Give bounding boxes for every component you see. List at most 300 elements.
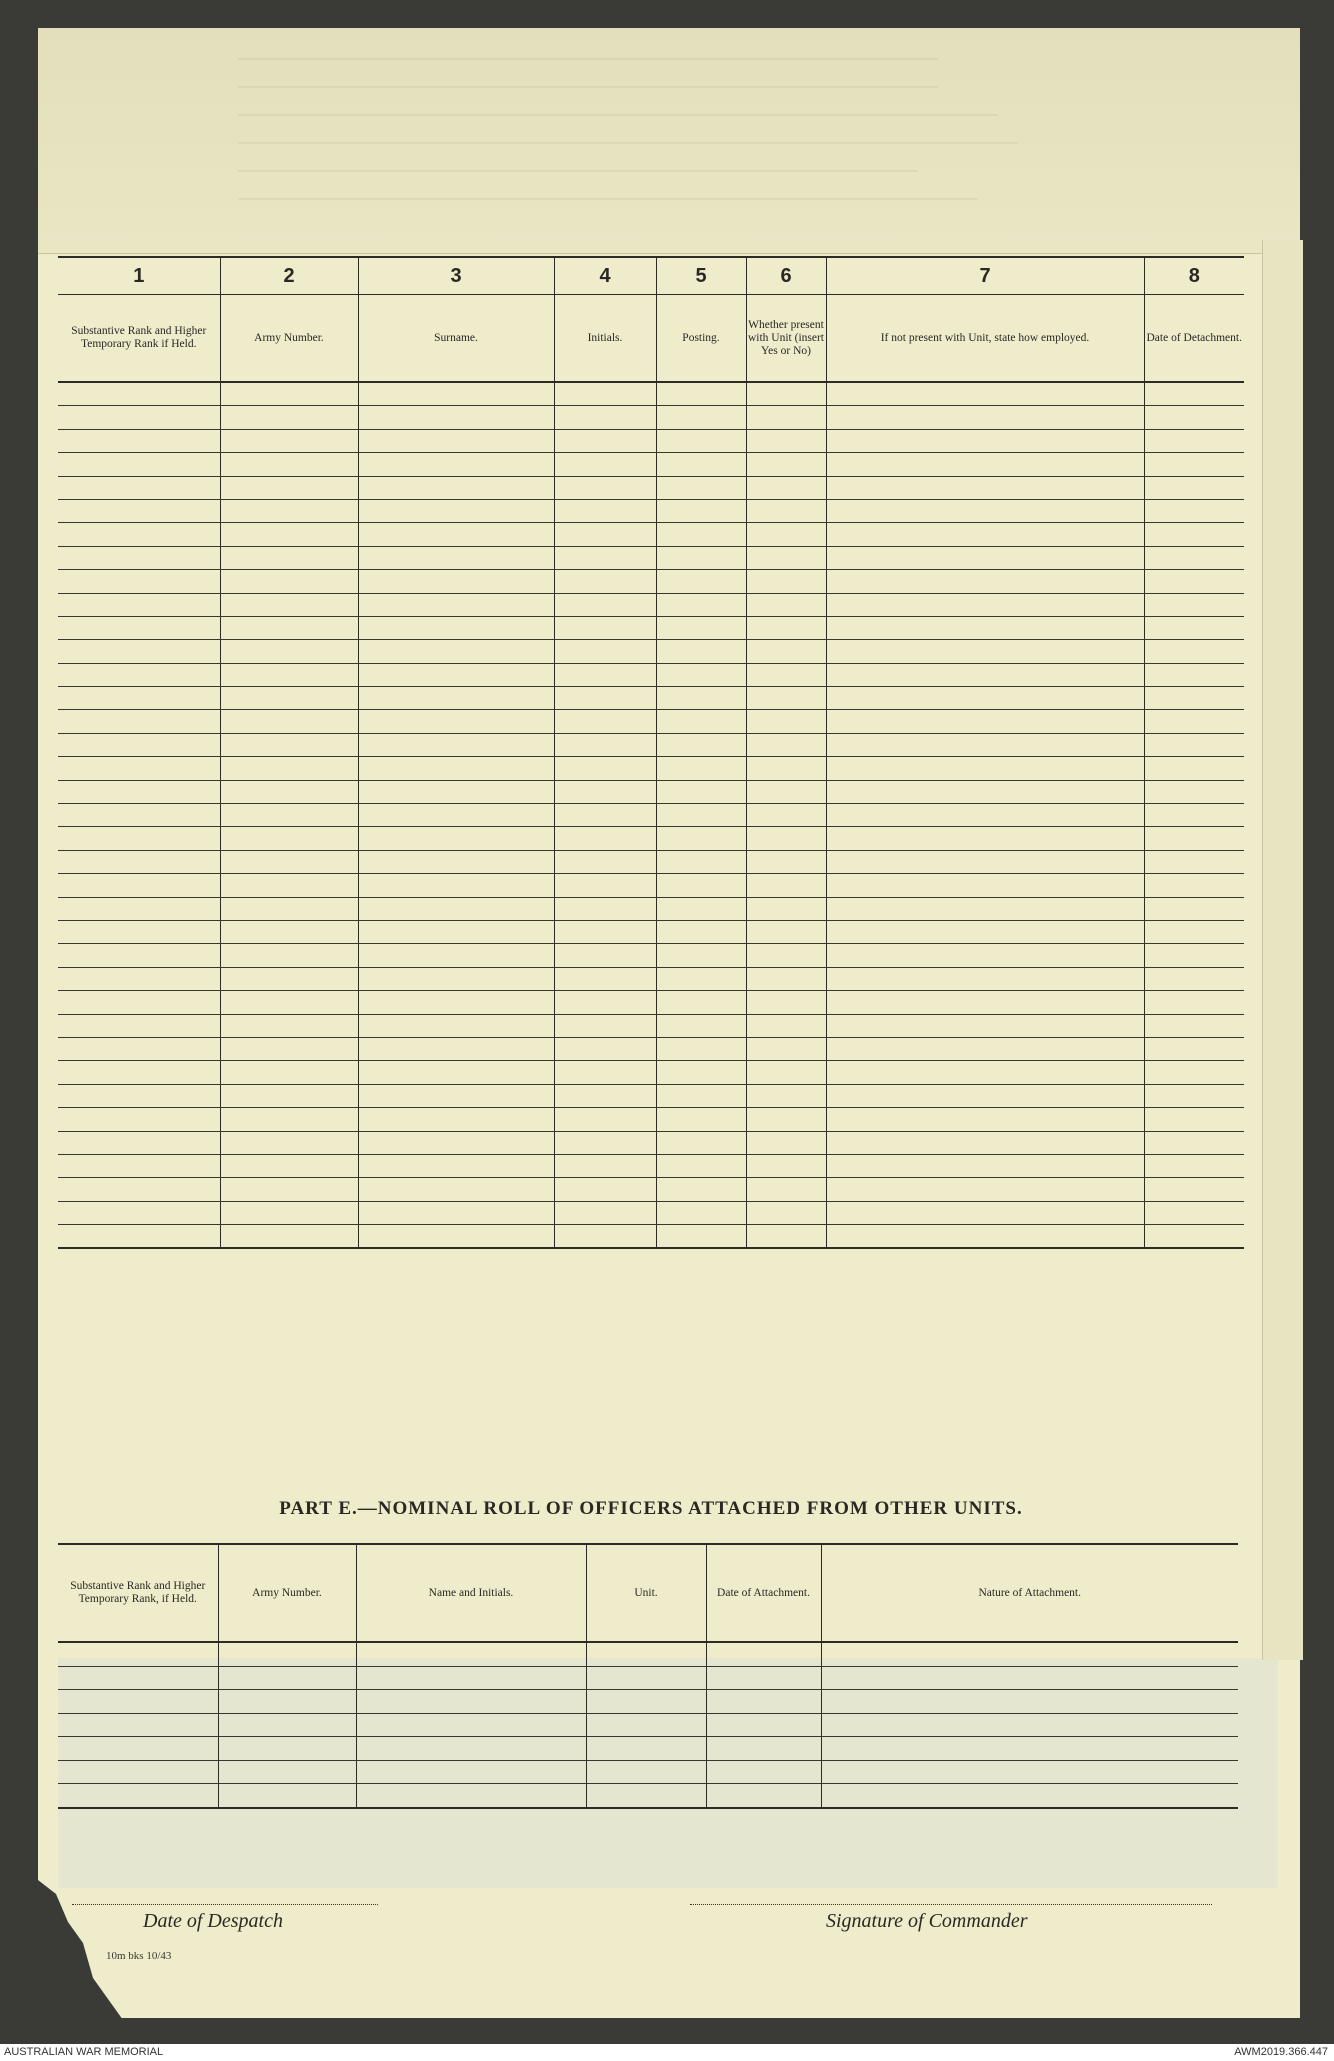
table-cell[interactable]: [656, 1037, 746, 1060]
table-cell[interactable]: [358, 546, 554, 569]
table-cell[interactable]: [218, 1713, 356, 1737]
table-cell[interactable]: [58, 546, 220, 569]
table-cell[interactable]: [821, 1784, 1238, 1808]
table-cell[interactable]: [220, 570, 358, 593]
table-cell[interactable]: [1144, 570, 1244, 593]
table-cell[interactable]: [1144, 429, 1244, 452]
table-cell[interactable]: [58, 1201, 220, 1224]
table-cell[interactable]: [358, 967, 554, 990]
table-cell[interactable]: [554, 1154, 656, 1177]
table-cell[interactable]: [58, 1760, 218, 1784]
table-cell[interactable]: [1144, 1201, 1244, 1224]
table-cell[interactable]: [220, 1178, 358, 1201]
table-cell[interactable]: [554, 640, 656, 663]
table-cell[interactable]: [746, 967, 826, 990]
table-cell[interactable]: [358, 944, 554, 967]
table-cell[interactable]: [1144, 1084, 1244, 1107]
table-cell[interactable]: [218, 1760, 356, 1784]
table-cell[interactable]: [746, 780, 826, 803]
table-cell[interactable]: [1144, 640, 1244, 663]
table-cell[interactable]: [220, 687, 358, 710]
table-cell[interactable]: [746, 1014, 826, 1037]
table-cell[interactable]: [1144, 499, 1244, 522]
table-cell[interactable]: [656, 1061, 746, 1084]
table-cell[interactable]: [821, 1690, 1238, 1714]
table-cell[interactable]: [358, 687, 554, 710]
table-cell[interactable]: [1144, 757, 1244, 780]
table-cell[interactable]: [826, 1201, 1144, 1224]
table-cell[interactable]: [58, 429, 220, 452]
table-cell[interactable]: [1144, 967, 1244, 990]
table-cell[interactable]: [554, 382, 656, 406]
table-cell[interactable]: [58, 1737, 218, 1761]
table-cell[interactable]: [58, 1037, 220, 1060]
table-cell[interactable]: [554, 663, 656, 686]
table-cell[interactable]: [821, 1737, 1238, 1761]
table-cell[interactable]: [220, 616, 358, 639]
table-cell[interactable]: [826, 874, 1144, 897]
table-cell[interactable]: [220, 1154, 358, 1177]
table-cell[interactable]: [58, 1061, 220, 1084]
table-cell[interactable]: [656, 382, 746, 406]
table-cell[interactable]: [656, 1014, 746, 1037]
table-cell[interactable]: [356, 1713, 586, 1737]
table-cell[interactable]: [826, 546, 1144, 569]
table-cell[interactable]: [58, 944, 220, 967]
table-cell[interactable]: [358, 920, 554, 943]
table-cell[interactable]: [826, 1084, 1144, 1107]
table-cell[interactable]: [554, 991, 656, 1014]
table-cell[interactable]: [826, 382, 1144, 406]
table-cell[interactable]: [656, 640, 746, 663]
table-cell[interactable]: [706, 1737, 821, 1761]
table-cell[interactable]: [656, 804, 746, 827]
table-cell[interactable]: [746, 663, 826, 686]
table-cell[interactable]: [656, 757, 746, 780]
table-cell[interactable]: [1144, 897, 1244, 920]
table-cell[interactable]: [358, 1225, 554, 1249]
table-cell[interactable]: [554, 780, 656, 803]
table-cell[interactable]: [358, 523, 554, 546]
table-cell[interactable]: [58, 453, 220, 476]
table-cell[interactable]: [586, 1713, 706, 1737]
table-cell[interactable]: [826, 780, 1144, 803]
table-cell[interactable]: [1144, 687, 1244, 710]
table-cell[interactable]: [554, 406, 656, 429]
table-cell[interactable]: [1144, 710, 1244, 733]
table-cell[interactable]: [58, 874, 220, 897]
table-cell[interactable]: [554, 733, 656, 756]
table-cell[interactable]: [656, 967, 746, 990]
table-cell[interactable]: [358, 991, 554, 1014]
table-cell[interactable]: [1144, 382, 1244, 406]
table-cell[interactable]: [58, 616, 220, 639]
table-cell[interactable]: [746, 1061, 826, 1084]
table-cell[interactable]: [656, 663, 746, 686]
table-cell[interactable]: [656, 1084, 746, 1107]
table-cell[interactable]: [554, 1201, 656, 1224]
table-cell[interactable]: [826, 429, 1144, 452]
table-cell[interactable]: [656, 1108, 746, 1131]
table-cell[interactable]: [554, 897, 656, 920]
table-cell[interactable]: [356, 1737, 586, 1761]
table-cell[interactable]: [220, 640, 358, 663]
table-cell[interactable]: [746, 874, 826, 897]
table-cell[interactable]: [58, 593, 220, 616]
table-cell[interactable]: [220, 897, 358, 920]
table-cell[interactable]: [746, 570, 826, 593]
table-cell[interactable]: [358, 1131, 554, 1154]
table-cell[interactable]: [358, 1084, 554, 1107]
table-cell[interactable]: [220, 874, 358, 897]
table-cell[interactable]: [826, 1178, 1144, 1201]
table-cell[interactable]: [826, 616, 1144, 639]
table-cell[interactable]: [746, 733, 826, 756]
table-cell[interactable]: [706, 1760, 821, 1784]
table-cell[interactable]: [826, 1154, 1144, 1177]
table-cell[interactable]: [746, 920, 826, 943]
table-cell[interactable]: [554, 1061, 656, 1084]
table-cell[interactable]: [58, 804, 220, 827]
table-cell[interactable]: [58, 1713, 218, 1737]
table-cell[interactable]: [58, 827, 220, 850]
table-cell[interactable]: [826, 733, 1144, 756]
table-cell[interactable]: [746, 453, 826, 476]
table-cell[interactable]: [706, 1713, 821, 1737]
table-cell[interactable]: [826, 804, 1144, 827]
table-cell[interactable]: [220, 523, 358, 546]
table-cell[interactable]: [656, 429, 746, 452]
table-cell[interactable]: [220, 850, 358, 873]
table-cell[interactable]: [218, 1642, 356, 1666]
table-cell[interactable]: [746, 991, 826, 1014]
table-cell[interactable]: [1144, 476, 1244, 499]
table-cell[interactable]: [746, 1108, 826, 1131]
table-cell[interactable]: [746, 546, 826, 569]
table-cell[interactable]: [821, 1666, 1238, 1690]
table-cell[interactable]: [826, 944, 1144, 967]
table-cell[interactable]: [554, 874, 656, 897]
table-cell[interactable]: [746, 1131, 826, 1154]
table-cell[interactable]: [220, 1061, 358, 1084]
table-cell[interactable]: [554, 499, 656, 522]
table-cell[interactable]: [358, 593, 554, 616]
table-cell[interactable]: [58, 1131, 220, 1154]
table-cell[interactable]: [826, 827, 1144, 850]
table-cell[interactable]: [356, 1690, 586, 1714]
table-cell[interactable]: [358, 663, 554, 686]
table-cell[interactable]: [356, 1760, 586, 1784]
table-cell[interactable]: [656, 406, 746, 429]
table-cell[interactable]: [220, 382, 358, 406]
table-cell[interactable]: [826, 1108, 1144, 1131]
table-cell[interactable]: [358, 1037, 554, 1060]
table-cell[interactable]: [746, 710, 826, 733]
table-cell[interactable]: [656, 1154, 746, 1177]
table-cell[interactable]: [356, 1784, 586, 1808]
table-cell[interactable]: [58, 897, 220, 920]
table-cell[interactable]: [220, 757, 358, 780]
table-cell[interactable]: [356, 1666, 586, 1690]
table-cell[interactable]: [220, 663, 358, 686]
table-cell[interactable]: [554, 1014, 656, 1037]
table-cell[interactable]: [58, 406, 220, 429]
table-cell[interactable]: [746, 827, 826, 850]
table-cell[interactable]: [656, 733, 746, 756]
table-cell[interactable]: [554, 1225, 656, 1249]
table-cell[interactable]: [358, 1061, 554, 1084]
table-cell[interactable]: [358, 429, 554, 452]
table-cell[interactable]: [58, 1690, 218, 1714]
table-cell[interactable]: [656, 593, 746, 616]
table-cell[interactable]: [746, 476, 826, 499]
table-cell[interactable]: [1144, 1108, 1244, 1131]
table-cell[interactable]: [1144, 523, 1244, 546]
table-cell[interactable]: [656, 991, 746, 1014]
table-cell[interactable]: [1144, 850, 1244, 873]
table-cell[interactable]: [218, 1690, 356, 1714]
table-cell[interactable]: [586, 1784, 706, 1808]
table-cell[interactable]: [358, 499, 554, 522]
table-cell[interactable]: [1144, 1225, 1244, 1249]
table-cell[interactable]: [656, 897, 746, 920]
table-cell[interactable]: [1144, 406, 1244, 429]
table-cell[interactable]: [821, 1642, 1238, 1666]
table-cell[interactable]: [220, 710, 358, 733]
table-cell[interactable]: [826, 687, 1144, 710]
table-cell[interactable]: [554, 710, 656, 733]
table-cell[interactable]: [821, 1760, 1238, 1784]
table-cell[interactable]: [826, 1225, 1144, 1249]
table-cell[interactable]: [220, 1037, 358, 1060]
table-cell[interactable]: [58, 663, 220, 686]
table-cell[interactable]: [58, 382, 220, 406]
table-cell[interactable]: [1144, 1037, 1244, 1060]
table-cell[interactable]: [58, 967, 220, 990]
table-cell[interactable]: [554, 616, 656, 639]
table-cell[interactable]: [554, 523, 656, 546]
table-cell[interactable]: [58, 991, 220, 1014]
table-cell[interactable]: [358, 570, 554, 593]
table-cell[interactable]: [220, 499, 358, 522]
table-cell[interactable]: [1144, 1154, 1244, 1177]
table-cell[interactable]: [358, 382, 554, 406]
table-cell[interactable]: [220, 1201, 358, 1224]
table-cell[interactable]: [58, 570, 220, 593]
table-cell[interactable]: [656, 616, 746, 639]
table-cell[interactable]: [220, 733, 358, 756]
table-cell[interactable]: [586, 1642, 706, 1666]
table-cell[interactable]: [554, 687, 656, 710]
table-cell[interactable]: [220, 406, 358, 429]
table-cell[interactable]: [746, 1037, 826, 1060]
table-cell[interactable]: [554, 920, 656, 943]
table-cell[interactable]: [220, 1131, 358, 1154]
table-cell[interactable]: [656, 1178, 746, 1201]
table-cell[interactable]: [220, 429, 358, 452]
table-cell[interactable]: [586, 1737, 706, 1761]
table-cell[interactable]: [58, 640, 220, 663]
table-cell[interactable]: [1144, 593, 1244, 616]
table-cell[interactable]: [746, 944, 826, 967]
table-cell[interactable]: [746, 523, 826, 546]
table-cell[interactable]: [554, 1037, 656, 1060]
table-cell[interactable]: [706, 1642, 821, 1666]
table-cell[interactable]: [58, 687, 220, 710]
table-cell[interactable]: [1144, 1178, 1244, 1201]
table-cell[interactable]: [746, 804, 826, 827]
table-cell[interactable]: [656, 499, 746, 522]
table-cell[interactable]: [1144, 1014, 1244, 1037]
table-cell[interactable]: [218, 1784, 356, 1808]
table-cell[interactable]: [554, 827, 656, 850]
table-cell[interactable]: [220, 1084, 358, 1107]
table-cell[interactable]: [826, 1061, 1144, 1084]
table-cell[interactable]: [358, 1178, 554, 1201]
table-cell[interactable]: [656, 546, 746, 569]
table-cell[interactable]: [554, 1178, 656, 1201]
table-cell[interactable]: [1144, 920, 1244, 943]
table-cell[interactable]: [826, 453, 1144, 476]
table-cell[interactable]: [58, 1084, 220, 1107]
table-cell[interactable]: [58, 1666, 218, 1690]
table-cell[interactable]: [826, 757, 1144, 780]
table-cell[interactable]: [656, 944, 746, 967]
table-cell[interactable]: [746, 687, 826, 710]
table-cell[interactable]: [554, 757, 656, 780]
table-cell[interactable]: [220, 476, 358, 499]
table-cell[interactable]: [826, 1037, 1144, 1060]
table-cell[interactable]: [220, 546, 358, 569]
table-cell[interactable]: [218, 1666, 356, 1690]
table-cell[interactable]: [746, 499, 826, 522]
table-cell[interactable]: [358, 710, 554, 733]
table-cell[interactable]: [706, 1666, 821, 1690]
table-cell[interactable]: [706, 1690, 821, 1714]
table-cell[interactable]: [358, 874, 554, 897]
table-cell[interactable]: [826, 476, 1144, 499]
table-cell[interactable]: [656, 687, 746, 710]
table-cell[interactable]: [656, 780, 746, 803]
table-cell[interactable]: [746, 1225, 826, 1249]
table-cell[interactable]: [656, 1131, 746, 1154]
table-cell[interactable]: [358, 804, 554, 827]
table-cell[interactable]: [746, 429, 826, 452]
table-cell[interactable]: [656, 710, 746, 733]
table-cell[interactable]: [554, 429, 656, 452]
table-cell[interactable]: [586, 1760, 706, 1784]
table-cell[interactable]: [826, 991, 1144, 1014]
table-cell[interactable]: [358, 1108, 554, 1131]
table-cell[interactable]: [58, 1154, 220, 1177]
table-cell[interactable]: [656, 476, 746, 499]
table-cell[interactable]: [586, 1666, 706, 1690]
table-cell[interactable]: [1144, 453, 1244, 476]
table-cell[interactable]: [58, 850, 220, 873]
table-cell[interactable]: [356, 1642, 586, 1666]
table-cell[interactable]: [554, 546, 656, 569]
table-cell[interactable]: [1144, 780, 1244, 803]
table-cell[interactable]: [826, 406, 1144, 429]
table-cell[interactable]: [358, 616, 554, 639]
table-cell[interactable]: [220, 827, 358, 850]
table-cell[interactable]: [656, 570, 746, 593]
table-cell[interactable]: [1144, 1061, 1244, 1084]
table-cell[interactable]: [746, 850, 826, 873]
table-cell[interactable]: [58, 757, 220, 780]
table-cell[interactable]: [746, 406, 826, 429]
table-cell[interactable]: [220, 1225, 358, 1249]
table-cell[interactable]: [656, 1225, 746, 1249]
table-cell[interactable]: [58, 499, 220, 522]
table-cell[interactable]: [826, 663, 1144, 686]
table-cell[interactable]: [746, 382, 826, 406]
table-cell[interactable]: [1144, 1131, 1244, 1154]
table-cell[interactable]: [656, 874, 746, 897]
table-cell[interactable]: [826, 710, 1144, 733]
table-cell[interactable]: [220, 453, 358, 476]
table-cell[interactable]: [656, 1201, 746, 1224]
table-cell[interactable]: [358, 780, 554, 803]
table-cell[interactable]: [220, 967, 358, 990]
table-cell[interactable]: [58, 523, 220, 546]
table-cell[interactable]: [554, 476, 656, 499]
table-cell[interactable]: [358, 1014, 554, 1037]
table-cell[interactable]: [656, 920, 746, 943]
table-cell[interactable]: [358, 1201, 554, 1224]
table-cell[interactable]: [58, 1178, 220, 1201]
table-cell[interactable]: [746, 616, 826, 639]
table-cell[interactable]: [1144, 874, 1244, 897]
table-cell[interactable]: [220, 991, 358, 1014]
table-cell[interactable]: [1144, 991, 1244, 1014]
table-cell[interactable]: [1144, 663, 1244, 686]
table-cell[interactable]: [826, 593, 1144, 616]
table-cell[interactable]: [746, 1201, 826, 1224]
table-cell[interactable]: [826, 1014, 1144, 1037]
table-cell[interactable]: [1144, 616, 1244, 639]
table-cell[interactable]: [1144, 827, 1244, 850]
table-cell[interactable]: [58, 1014, 220, 1037]
table-cell[interactable]: [746, 897, 826, 920]
table-cell[interactable]: [554, 850, 656, 873]
table-cell[interactable]: [746, 1154, 826, 1177]
table-cell[interactable]: [826, 850, 1144, 873]
table-cell[interactable]: [1144, 733, 1244, 756]
table-cell[interactable]: [358, 850, 554, 873]
table-cell[interactable]: [826, 897, 1144, 920]
table-cell[interactable]: [58, 1108, 220, 1131]
table-cell[interactable]: [220, 780, 358, 803]
table-cell[interactable]: [586, 1690, 706, 1714]
table-cell[interactable]: [58, 733, 220, 756]
table-cell[interactable]: [554, 1084, 656, 1107]
table-cell[interactable]: [358, 476, 554, 499]
table-cell[interactable]: [358, 453, 554, 476]
table-cell[interactable]: [220, 1108, 358, 1131]
table-cell[interactable]: [746, 593, 826, 616]
table-cell[interactable]: [826, 570, 1144, 593]
table-cell[interactable]: [358, 733, 554, 756]
table-cell[interactable]: [656, 523, 746, 546]
table-cell[interactable]: [358, 1154, 554, 1177]
table-cell[interactable]: [1144, 546, 1244, 569]
table-cell[interactable]: [554, 570, 656, 593]
table-cell[interactable]: [554, 944, 656, 967]
table-cell[interactable]: [218, 1737, 356, 1761]
table-cell[interactable]: [58, 710, 220, 733]
table-cell[interactable]: [826, 1131, 1144, 1154]
